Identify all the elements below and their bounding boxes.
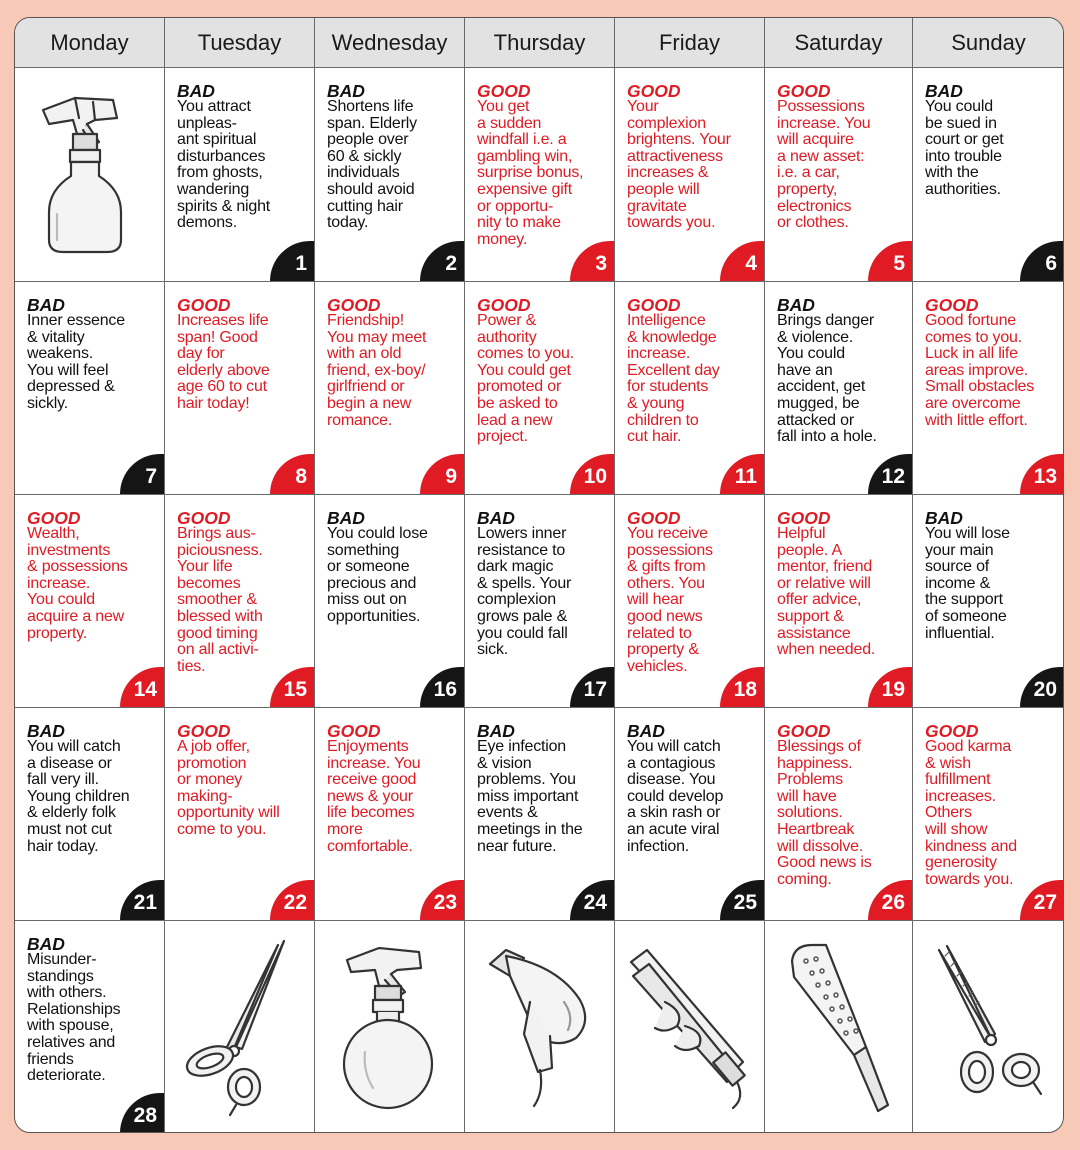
round-spray-bottle-icon	[315, 921, 464, 1133]
illustration-cell	[315, 921, 465, 1133]
day-number-badge: 10	[570, 454, 614, 494]
day-cell-24	[465, 708, 615, 921]
day-number-badge: 19	[868, 667, 912, 707]
day-number-badge: 17	[570, 667, 614, 707]
day-description: Good karma & wish fulfillment increases. Others will show kindness and generosity towards you.	[925, 738, 1017, 888]
day-cell-8	[165, 282, 315, 495]
status-label: GOOD	[327, 295, 381, 315]
day-description: Inner essence & vitality weakens. You will feel depressed & sickly.	[27, 312, 125, 412]
status-label: GOOD	[177, 508, 231, 528]
header-saturday: Saturday	[765, 18, 913, 68]
day-number-badge: 11	[720, 454, 764, 494]
day-description: You will catch a contagious disease. You could develop a skin rash or an acute viral infection.	[627, 738, 724, 855]
day-description: Brings danger & violence. You could have an accident, get mugged, be attacked or fall into a hole.	[777, 312, 877, 446]
day-cell-12	[765, 282, 913, 495]
status-label: GOOD	[777, 81, 831, 101]
day-description: You will catch a disease or fall very ill. Young children & elderly folk must not cut hair today.	[27, 738, 130, 855]
day-cell-28	[15, 921, 165, 1133]
day-cell-25	[615, 708, 765, 921]
day-number-badge: 21	[120, 880, 164, 920]
status-label: GOOD	[777, 508, 831, 528]
day-description: Intelligence & knowledge increase. Excellent day for students & young children to cut hair.	[627, 312, 720, 446]
day-description: Lowers inner resistance to dark magic & spells. Your complexion grows pale & you could fall sick.	[477, 525, 572, 659]
day-description: A job offer, promotion or money making- opportunity will come to you.	[177, 738, 280, 838]
illustration-cell	[913, 921, 1064, 1133]
day-number-badge: 24	[570, 880, 614, 920]
day-description: Wealth, investments & possessions increase. You could acquire a new property.	[27, 525, 128, 642]
day-description: Increases life span! Good day for elderly above age 60 to cut hair today!	[177, 312, 270, 412]
day-number-badge: 15	[270, 667, 314, 707]
status-label: GOOD	[27, 508, 81, 528]
status-label: GOOD	[477, 81, 531, 101]
day-description: You could be sued in court or get into trouble with the authorities.	[925, 98, 1004, 198]
status-label: BAD	[327, 508, 365, 528]
header-monday: Monday	[15, 18, 165, 68]
day-description: Helpful people. A mentor, friend or relative will offer advice, support & assistance when needed.	[777, 525, 876, 659]
status-label: GOOD	[177, 295, 231, 315]
day-number-badge: 3	[570, 241, 614, 281]
status-label: GOOD	[925, 295, 979, 315]
header-wednesday: Wednesday	[315, 18, 465, 68]
day-cell-10	[465, 282, 615, 495]
day-number-badge: 25	[720, 880, 764, 920]
day-description: You attract unpleas- ant spiritual disturbances from ghosts, wandering spirits & night demons.	[177, 98, 271, 232]
day-number-badge: 14	[120, 667, 164, 707]
day-description: Enjoyments increase. You receive good news & your life becomes more comfortable.	[327, 738, 421, 855]
header-friday: Friday	[615, 18, 765, 68]
illustration-cell	[165, 921, 315, 1133]
day-description: You could lose something or someone precious and miss out on opportunities.	[327, 525, 428, 625]
day-number-badge: 6	[1020, 241, 1064, 281]
day-number-badge: 20	[1020, 667, 1064, 707]
hair-dryer-icon	[465, 921, 614, 1133]
day-number-badge: 5	[868, 241, 912, 281]
day-cell-23	[315, 708, 465, 921]
day-cell-11	[615, 282, 765, 495]
header-thursday: Thursday	[465, 18, 615, 68]
status-label: BAD	[27, 721, 65, 741]
day-number-badge: 1	[270, 241, 314, 281]
day-number-badge: 2	[420, 241, 464, 281]
day-description: Your complexion brightens. Your attractiveness increases & people will gravitate towards you.	[627, 98, 731, 232]
day-number-badge: 9	[420, 454, 464, 494]
day-number-badge: 4	[720, 241, 764, 281]
day-description: Possessions increase. You will acquire a new asset: i.e. a car, property, electronics or clothes.	[777, 98, 871, 232]
day-number-badge: 16	[420, 667, 464, 707]
status-label: GOOD	[777, 721, 831, 741]
status-label: BAD	[925, 81, 963, 101]
day-cell-2	[315, 68, 465, 282]
day-cell-3	[465, 68, 615, 282]
status-label: GOOD	[327, 721, 381, 741]
day-cell-13	[913, 282, 1064, 495]
day-cell-18	[615, 495, 765, 708]
day-number-badge: 23	[420, 880, 464, 920]
status-label: BAD	[177, 81, 215, 101]
scissors-icon	[165, 921, 314, 1133]
day-cell-17	[465, 495, 615, 708]
thinning-shears-icon	[913, 921, 1064, 1133]
day-cell-7	[15, 282, 165, 495]
status-label: GOOD	[627, 295, 681, 315]
status-label: BAD	[27, 295, 65, 315]
day-number-badge: 27	[1020, 880, 1064, 920]
day-cell-19	[765, 495, 913, 708]
day-cell-15	[165, 495, 315, 708]
day-number-badge: 7	[120, 454, 164, 494]
day-cell-14	[15, 495, 165, 708]
day-cell-21	[15, 708, 165, 921]
day-description: Brings aus- piciousness. Your life becomes smoother & blessed with good timing on all activi- ties.	[177, 525, 263, 675]
day-description: You get a sudden windfall i.e. a gambling win, surprise bonus, expensive gift or opportu- nity to make money.	[477, 98, 584, 248]
day-cell-16	[315, 495, 465, 708]
status-label: GOOD	[177, 721, 231, 741]
status-label: GOOD	[477, 295, 531, 315]
status-label: BAD	[777, 295, 815, 315]
day-description: Friendship! You may meet with an old friend, ex-boy/ girlfriend or begin a new romance.	[327, 312, 427, 429]
spray-bottle-icon	[15, 68, 164, 281]
day-description: Eye infection & vision problems. You miss important events & meetings in the near future.	[477, 738, 583, 855]
illustration-cell	[765, 921, 913, 1133]
status-label: GOOD	[627, 81, 681, 101]
illustration-cell	[615, 921, 765, 1133]
status-label: GOOD	[925, 721, 979, 741]
hair-cutting-calendar	[14, 17, 1064, 1133]
status-label: BAD	[477, 508, 515, 528]
day-description: You receive possessions & gifts from others. You will hear good news related to property & vehicles.	[627, 525, 713, 675]
day-description: Power & authority comes to you. You could get promoted or be asked to lead a new project.	[477, 312, 575, 446]
day-description: Shortens life span. Elderly people over 60 & sickly individuals should avoid cutting hair today.	[327, 98, 417, 232]
day-number-badge: 8	[270, 454, 314, 494]
status-label: BAD	[477, 721, 515, 741]
day-number-badge: 12	[868, 454, 912, 494]
day-cell-6	[913, 68, 1064, 282]
day-number-badge: 26	[868, 880, 912, 920]
status-label: BAD	[27, 934, 65, 954]
day-number-badge: 22	[270, 880, 314, 920]
illustration-cell	[15, 68, 165, 282]
day-cell-26	[765, 708, 913, 921]
day-cell-9	[315, 282, 465, 495]
day-cell-22	[165, 708, 315, 921]
status-label: GOOD	[627, 508, 681, 528]
day-description: You will lose your main source of income & the support of someone influential.	[925, 525, 1010, 642]
status-label: BAD	[627, 721, 665, 741]
day-description: Misunder- standings with others. Relationships with spouse, relatives and friends deteriorate.	[27, 951, 121, 1085]
day-cell-1	[165, 68, 315, 282]
status-label: BAD	[925, 508, 963, 528]
day-number-badge: 18	[720, 667, 764, 707]
header-tuesday: Tuesday	[165, 18, 315, 68]
header-sunday: Sunday	[913, 18, 1064, 68]
day-cell-27	[913, 708, 1064, 921]
hair-straightener-icon	[615, 921, 764, 1133]
day-number-badge: 28	[120, 1093, 164, 1133]
day-cell-4	[615, 68, 765, 282]
illustration-cell	[465, 921, 615, 1133]
day-number-badge: 13	[1020, 454, 1064, 494]
status-label: BAD	[327, 81, 365, 101]
day-description: Good fortune comes to you. Luck in all life areas improve. Small obstacles are overcome with little effort.	[925, 312, 1035, 429]
round-brush-icon	[765, 921, 912, 1133]
day-cell-5	[765, 68, 913, 282]
day-description: Blessings of happiness. Problems will have solutions. Heartbreak will dissolve. Good news is coming.	[777, 738, 872, 888]
day-cell-20	[913, 495, 1064, 708]
